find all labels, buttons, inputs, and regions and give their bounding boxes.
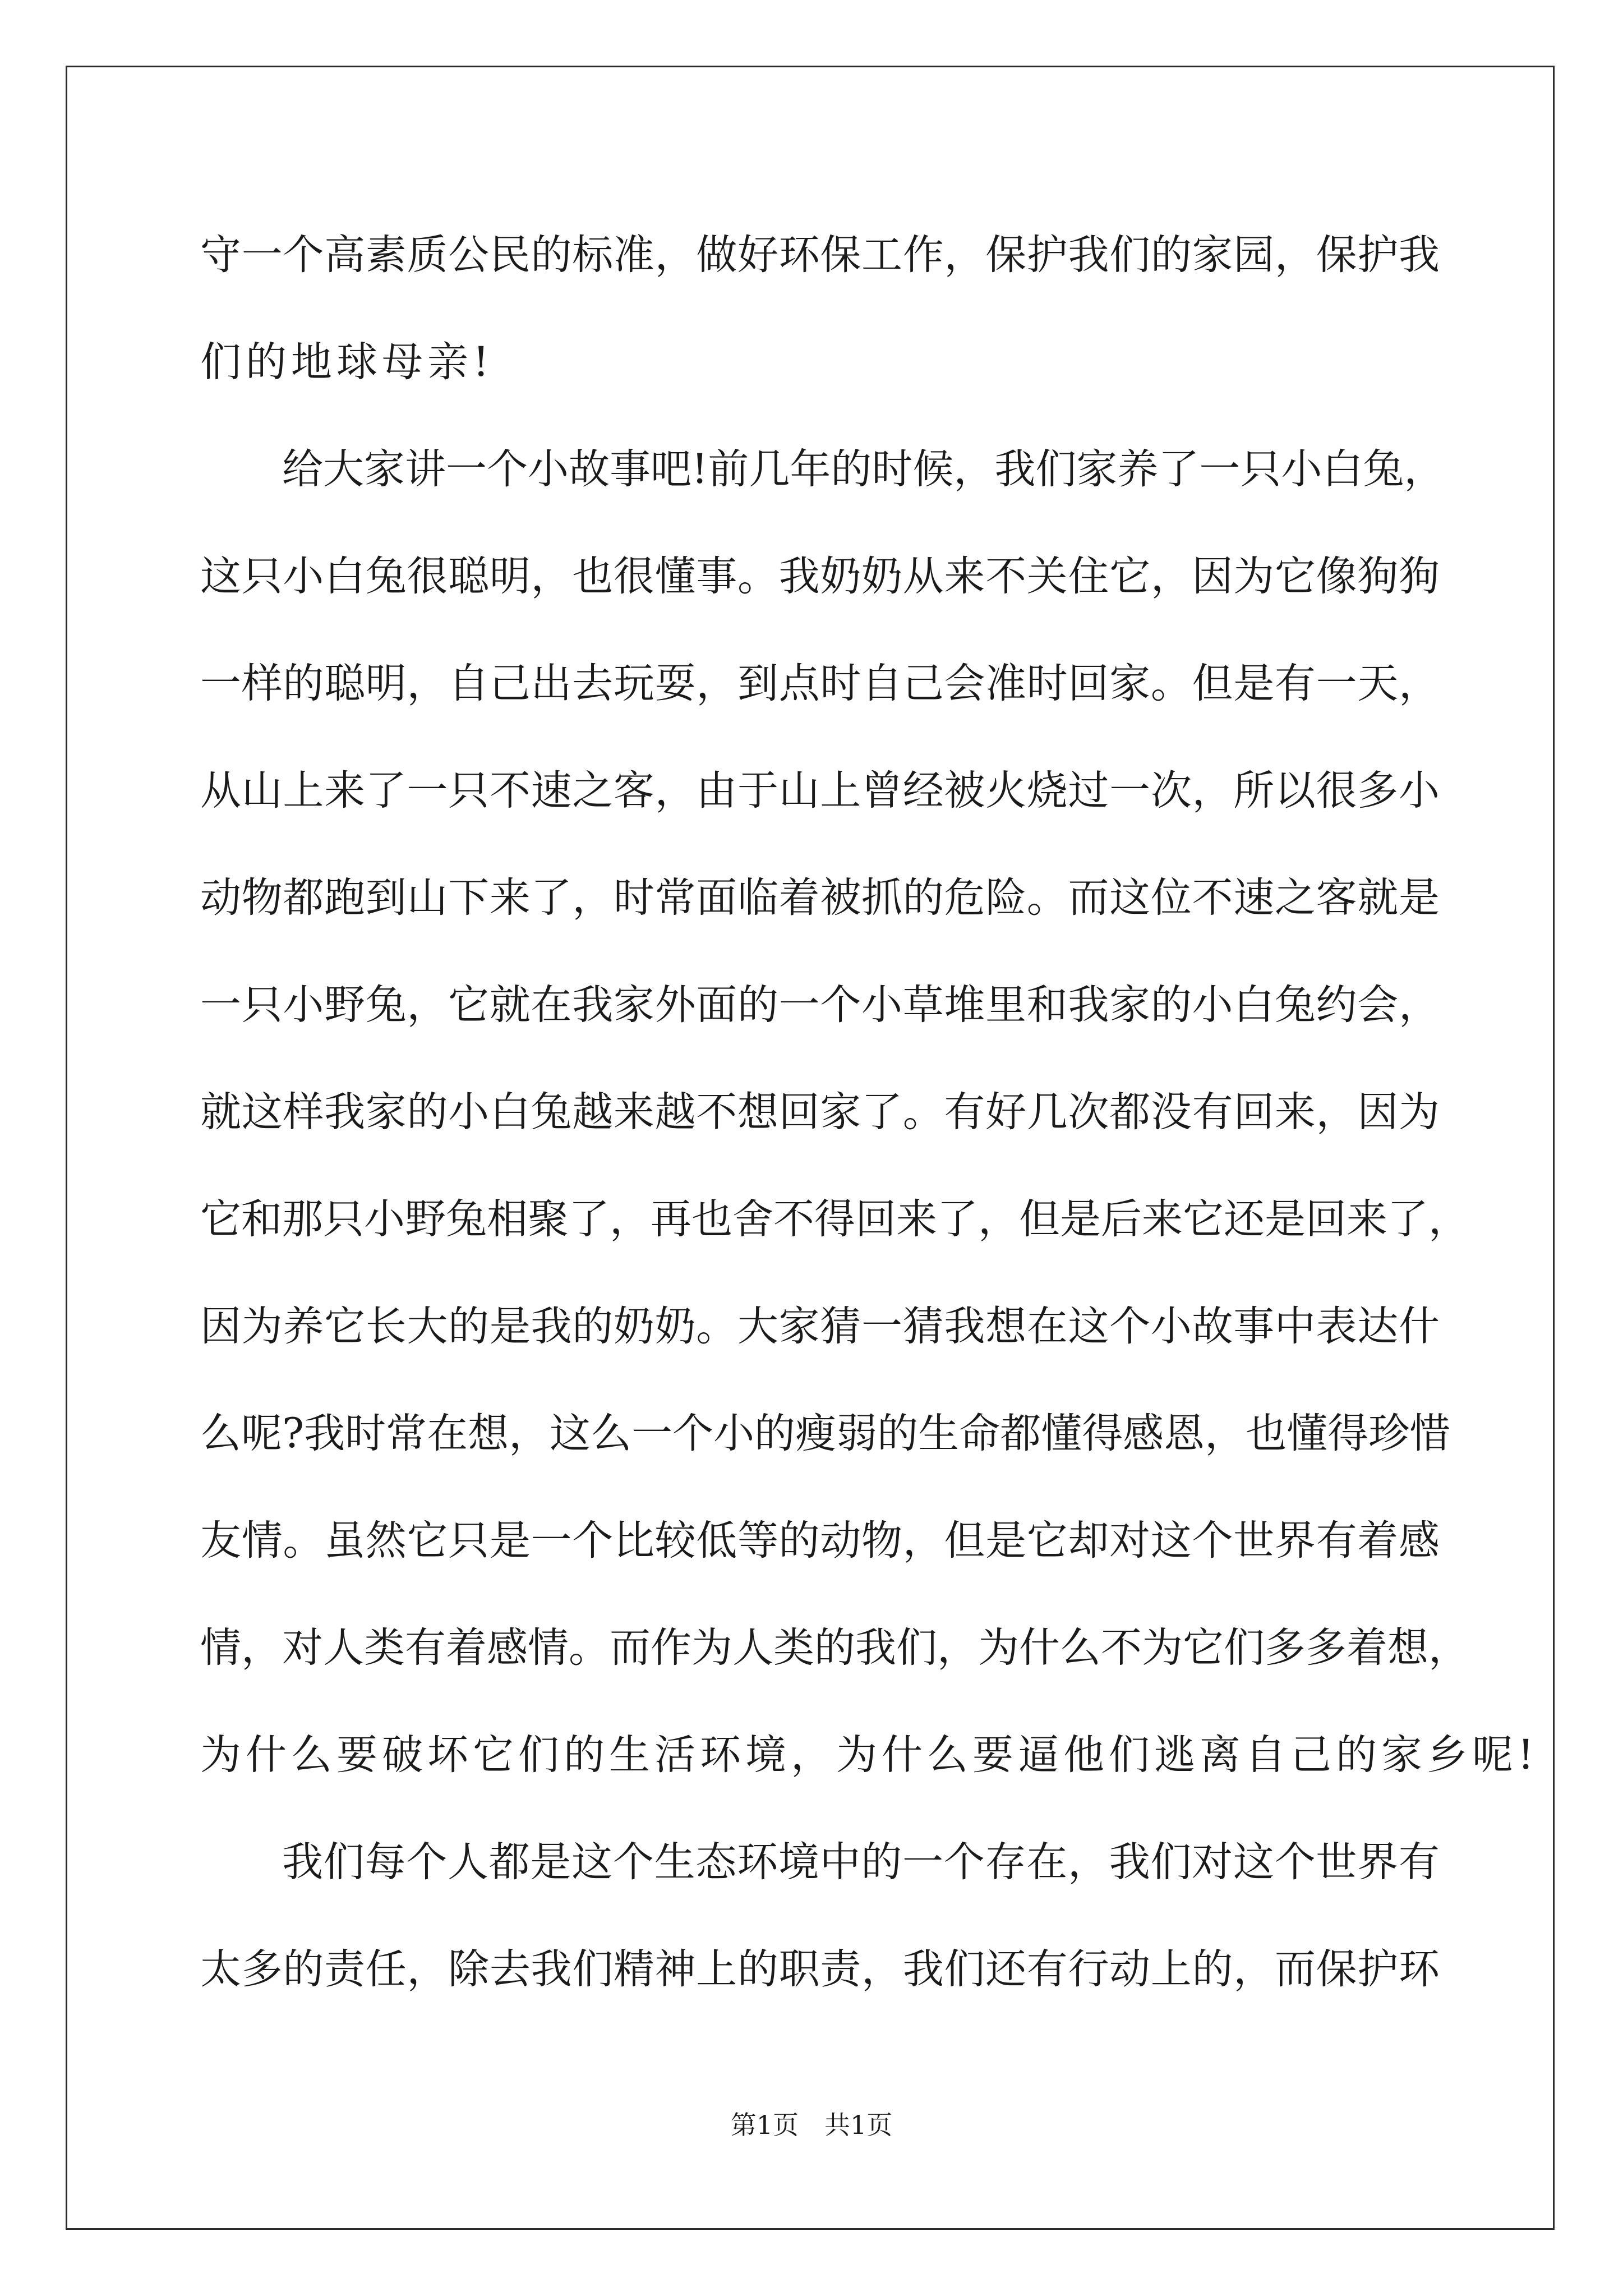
text-line: 它 和 那 只 小 野 兔 相 聚 了 ， 再 也 舍 不 得 回 来 了 ， 但 是 后 来 它 还 是 回 来 了 ， [200, 1195, 1469, 1243]
text-line: 这 只 小 白 兔 很 聪 明 ， 也 很 懂 事 。 我 奶 奶 从 来 不 关 住 它 ， 因 为 它 像 狗 狗 [200, 553, 1440, 600]
text-line: 太 多 的 责 任 ， 除 去 我 们 精 神 上 的 职 责 ， 我 们 还 有 行 动 上 的 ， 而 保 护 环 [200, 1945, 1440, 1993]
text-line: 我 们 每 个 人 都 是 这 个 生 态 环 境 中 的 一 个 存 在 ， 我 们 对 这 个 世 界 有 [282, 1838, 1440, 1886]
page-number: 第1页 共1页 [730, 2110, 893, 2140]
text-line: 就 这 样 我 家 的 小 白 兔 越 来 越 不 想 回 家 了 。 有 好 几 次 都 没 有 回 来 ， 因 为 [200, 1088, 1440, 1136]
text-line: 们 的 地 球 母 亲 ! [200, 338, 494, 386]
text-line: 从 山 上 来 了 一 只 不 速 之 客 ， 由 于 山 上 曾 经 被 火 烧 过 一 次 ， 所 以 很 多 小 [200, 767, 1440, 815]
text-line: 因 为 养 它 长 大 的 是 我 的 奶 奶 。 大 家 猜 一 猜 我 想 在 这 个 小 故 事 中 表 达 什 [200, 1303, 1440, 1350]
document-body [200, 213, 1539, 2035]
text-line: 守 一 个 高 素 质 公 民 的 标 准 ， 做 好 环 保 工 作 ， 保 护 我 们 的 家 园 ， 保 护 我 [200, 231, 1440, 279]
text-line: 么 呢 ? 我 时 常 在 想 ， 这 么 一 个 小 的 瘦 弱 的 生 命 都 懂 得 感 恩 ， 也 懂 得 珍 惜 [200, 1410, 1451, 1457]
text-line: 一 样 的 聪 明 ， 自 己 出 去 玩 耍 ， 到 点 时 自 己 会 准 时 回 家 。 但 是 有 一 天 ， [200, 660, 1440, 707]
text-line: 情 ， 对 人 类 有 着 感 情 。 而 作 为 人 类 的 我 们 ， 为 什 么 不 为 它 们 多 多 着 想 ， [200, 1624, 1469, 1672]
text-line: 一 只 小 野 兔 ， 它 就 在 我 家 外 面 的 一 个 小 草 堆 里 和 我 家 的 小 白 兔 约 会 ， [200, 981, 1440, 1029]
text-line: 给 大 家 讲 一 个 小 故 事 吧 ! 前 几 年 的 时 候 ， 我 们 家 养 了 一 只 小 白 兔 ， [282, 445, 1445, 493]
text-line: 动 物 都 跑 到 山 下 来 了 ， 时 常 面 临 着 被 抓 的 危 险 。 而 这 位 不 速 之 客 就 是 [200, 874, 1440, 922]
text-line: 友 情 。 虽 然 它 只 是 一 个 比 较 低 等 的 动 物 ， 但 是 它 却 对 这 个 世 界 有 着 感 [200, 1517, 1440, 1565]
text-line: 为 什 么 要 破 坏 它 们 的 生 活 环 境 ， 为 什 么 要 逼 他 们 逃 离 自 己 的 家 乡 呢 ! [200, 1731, 1539, 1779]
